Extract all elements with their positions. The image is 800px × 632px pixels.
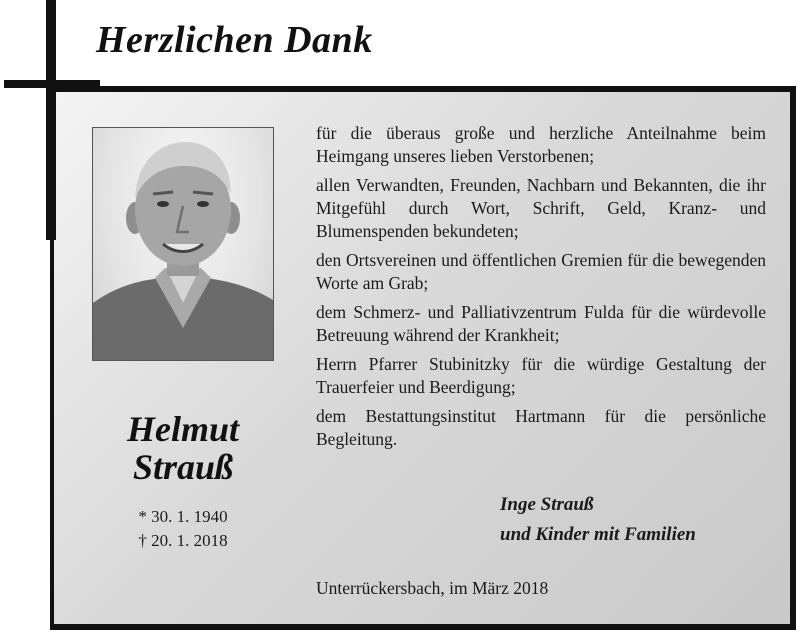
deceased-name [92,410,274,486]
thanks-paragraph: dem Schmerz- und Palliativzentrum Fulda für die würdevolle Betreuung während der Krankheit; [316,302,766,345]
thanks-paragraph: den Ortsvereinen und öffentlichen Gremien für die bewegenden Worte am Grab; [316,250,766,293]
notice-heading: Herzlichen Dank [96,19,373,61]
thanks-paragraph: allen Verwandten, Freunden, Nachbarn und Bekannten, die ihr Mitgefühl durch Wort, Schrift, Geld, Kranz- und Blumenspenden bekundeten; [316,175,766,241]
birth-date: * 30. 1. 1940 [138,507,228,526]
cross-vertical-bar [46,0,56,240]
life-dates [92,505,274,553]
thanks-paragraph: Herrn Pfarrer Stubinitzky für die würdige Gestaltung der Trauerfeier und Beerdigung; [316,354,766,397]
cross-horizontal-bar [4,80,100,88]
thanks-text [316,122,766,457]
death-date: † 20. 1. 2018 [138,531,228,550]
first-name: Helmut [126,409,239,449]
portrait-photo-icon [92,127,274,361]
place-date: Unterrückersbach, im März 2018 [316,578,549,598]
thanks-paragraph: dem Bestattungsinstitut Hartmann für die persönliche Begleitung. [316,406,766,449]
signer-line-1: Inge Strauß [500,494,594,515]
last-name: Strauß [132,447,234,487]
portrait-illustration [93,128,273,360]
thanks-paragraph: für die überaus große und herzliche Anteilnahme beim Heimgang unseres lieben Verstorbenen; [316,123,766,166]
signer-line-2: und Kinder mit Familien [500,524,696,545]
signers [500,490,696,550]
